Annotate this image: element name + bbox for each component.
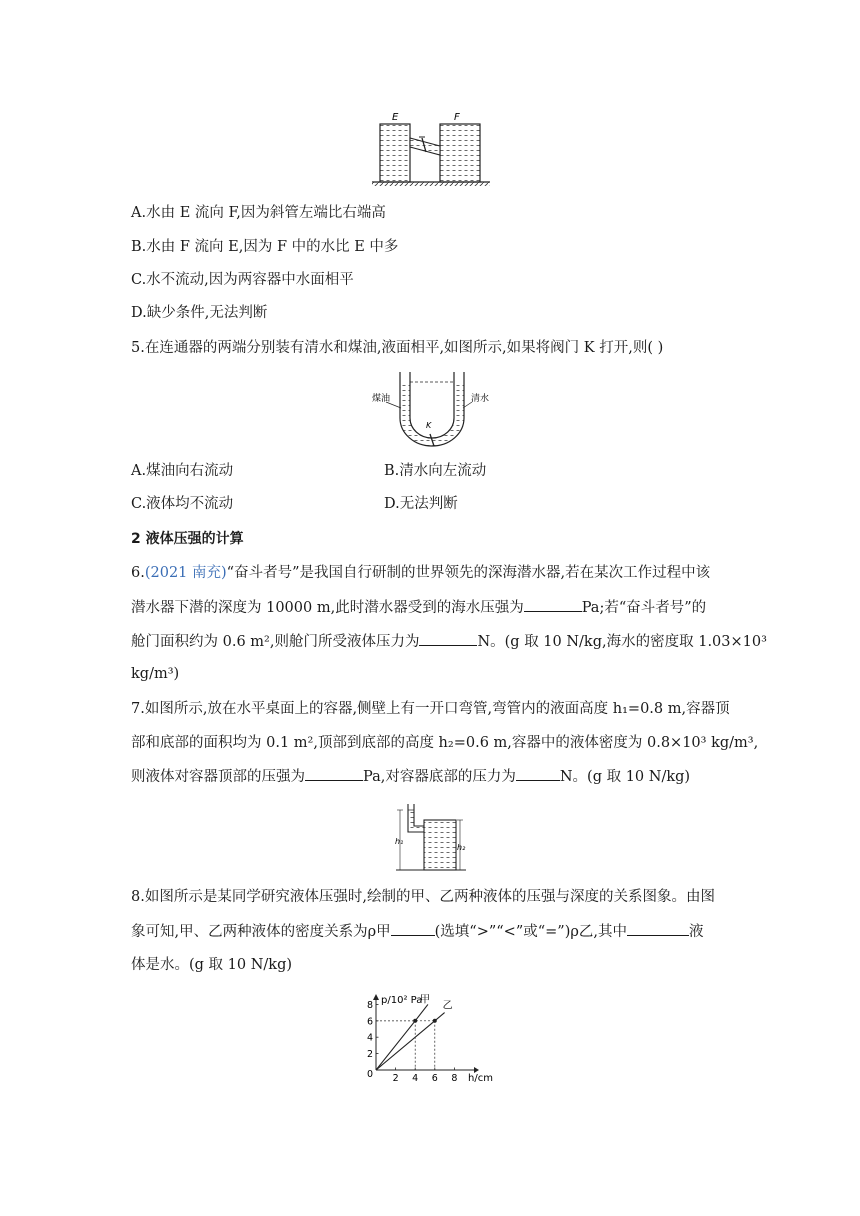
q7-text: 则液体对容器顶部的压强为 [131,769,305,785]
q5-option-a: A.煤油向右流动 [131,463,234,479]
q4-option-a: A.水由 E 流向 F,因为斜管左端比右端高 [131,205,386,221]
q6-source: (2021 南充) [144,565,227,581]
h2-label: h₂ [457,843,466,852]
series-label-0: 甲 [419,994,430,1006]
q8-text: 液 [689,924,704,940]
series-point-1 [433,1019,437,1023]
q4-option-b: B.水由 F 流向 E,因为 F 中的水比 E 中多 [131,239,399,255]
q6-text: 潜水器下潜的深度为 10000 m,此时潜水器受到的海水压强为 [131,600,524,616]
y-tick-label: 8 [366,999,373,1011]
kerosene-label: 煤油 [372,394,391,404]
u-tube-figure [372,368,492,450]
q5-stem: 5.在连通器的两端分别装有清水和煤油,液面相平,如图所示,如果将阀门 K 打开,则( ) [131,340,664,356]
x-axis-label: h/cm [468,1073,493,1084]
x-tick-label: 6 [431,1073,438,1084]
q8-line-1: 8.如图所示是某同学研究液体压强时,绘制的甲、乙两种液体的压强与深度的关系图象。由图 [131,889,715,905]
q7-text: N。(g 取 10 N/kg) [559,769,691,785]
q4-option-d: D.缺少条件,无法判断 [131,305,268,321]
q6-line-3 [131,631,767,652]
y-axis-arrow [373,994,379,1000]
q6-blank-2[interactable] [419,631,477,646]
q5-option-d: D.无法判断 [384,496,458,512]
q5-option-b: B.清水向左流动 [384,463,487,479]
q6-number: 6. [131,565,145,581]
container-tube-figure [392,800,472,878]
series-line-0 [376,1004,428,1070]
q6-text: Pa;若“奋斗者号”的 [581,600,707,616]
y-tick-label: 2 [366,1049,373,1061]
y-axis-label: p/10² Pa [381,995,423,1006]
q7-text: Pa,对容器底部的压力为 [363,769,516,785]
x-tick-label: 8 [451,1073,458,1084]
q8-blank-1[interactable] [391,921,435,936]
q6-line-4: kg/m³) [131,666,180,682]
series-point-0 [413,1019,417,1023]
q6-line-1 [131,563,710,583]
container-e-label: E [392,112,399,123]
container-f-label: F [454,112,460,123]
pressure-depth-chart [360,992,500,1090]
ef-containers-figure [368,108,494,188]
section-2-title: 2 液体压强的计算 [131,531,244,547]
x-tick-label: 2 [392,1073,399,1084]
q8-text: 象可知,甲、乙两种液体的密度关系为ρ甲 [131,924,391,940]
series-label-1: 乙 [442,1000,453,1012]
q6-text: 舱门面积约为 0.6 m²,则舱门所受液体压力为 [131,634,420,650]
q8-text: (选填“>”“<”或“=”)ρ乙,其中 [434,924,628,940]
q7-line-3 [131,766,690,787]
q7-blank-1[interactable] [305,766,363,781]
q6-stem-start: “奋斗者号”是我国自行研制的世界领先的深海潜水器,若在某次工作过程中该 [226,565,711,581]
q7-blank-2[interactable] [516,766,560,781]
y-tick-label: 6 [366,1016,373,1028]
q8-line-2 [131,921,704,942]
water-label: 清水 [471,394,490,404]
q7-line-1: 7.如图所示,放在水平桌面上的容器,侧壁上有一开口弯管,弯管内的液面高度 h₁=0.8 m,容器顶 [131,701,730,717]
q5-option-c: C.液体均不流动 [131,496,234,512]
valve-k-label: K [426,421,432,430]
q7-line-2: 部和底部的面积均为 0.1 m²,顶部到底部的高度 h₂=0.6 m,容器中的液体密度为 0.8×10³ kg/m³, [131,735,759,751]
origin-label: 0 [366,1069,373,1080]
q4-option-c: C.水不流动,因为两容器中水面相平 [131,272,354,288]
y-tick-label: 4 [366,1032,373,1044]
q6-blank-1[interactable] [524,597,582,612]
x-tick-label: 4 [412,1073,419,1084]
h1-label: h₁ [395,837,404,846]
q8-blank-2[interactable] [627,921,689,936]
q8-line-3: 体是水。(g 取 10 N/kg) [131,957,293,973]
q6-text: N。(g 取 10 N/kg,海水的密度取 1.03×10³ [477,634,767,650]
q6-line-2 [131,597,706,618]
